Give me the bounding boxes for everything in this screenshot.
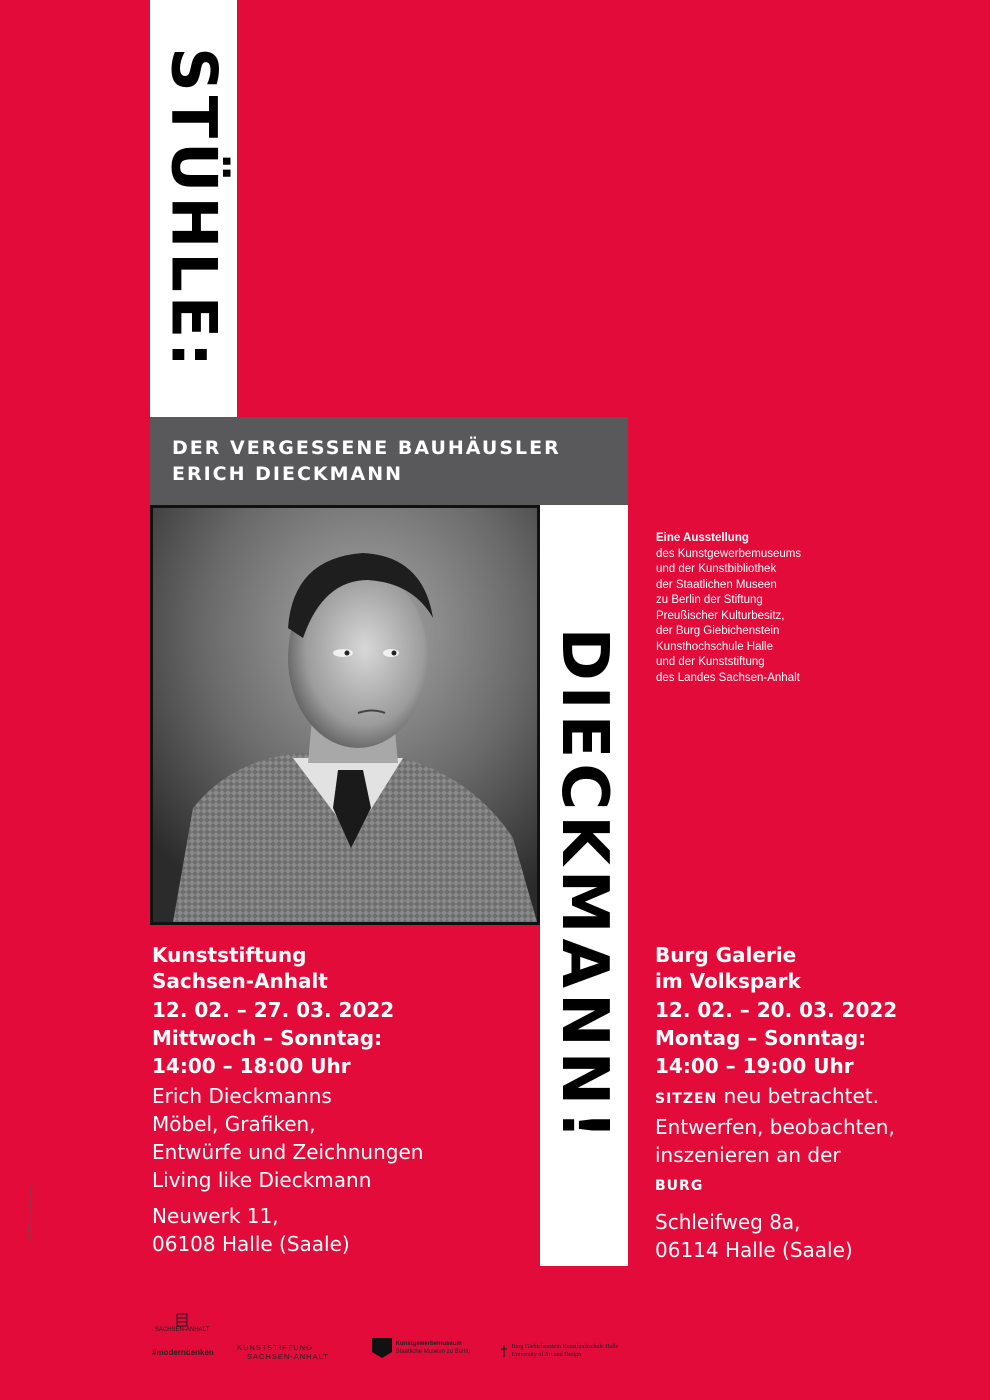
venue-right-title-1: Burg Galerie — [655, 943, 797, 967]
venue-right-desc-3: inszenieren an der — [655, 1143, 841, 1167]
sitzen-caps: SITZEN — [655, 1091, 718, 1107]
logo-burg-giebichenstein — [500, 1343, 618, 1359]
logo-kunststiftung-line-2: SACHSEN-ANHALT — [247, 1352, 329, 1361]
credits-line: Kunsthochschule Halle — [656, 640, 773, 653]
venue-right-days: Montag – Sonntag: — [655, 1026, 867, 1050]
venue-right-desc-2: Entwerfen, beobachten, — [655, 1115, 895, 1139]
subtitle-line-2: ERICH DIECKMANN — [172, 463, 404, 485]
title-dieckmann: DIECKMANN! — [547, 627, 621, 1144]
credits-line: Preußischer Kulturbesitz, — [656, 609, 785, 622]
logo-kunststiftung-line-1: KUNSTSTIFTUNG — [237, 1343, 313, 1352]
venue-left-address-2: 06108 Halle (Saale) — [152, 1232, 350, 1256]
credits-line: des Landes Sachsen-Anhalt — [656, 671, 800, 684]
credits-line: und der Kunstbibliothek — [656, 563, 777, 575]
logo-kunstgewerbemuseum — [372, 1338, 470, 1358]
venue-left-address-1: Neuwerk 11, — [152, 1204, 279, 1228]
logo-burg-line-1: Burg Giebichenstein Kunsthochschule Halle — [511, 1344, 619, 1350]
credits-line: des Kunstgewerbemuseums — [656, 547, 802, 560]
logo-burg-line-2: University of Art and Design — [511, 1352, 582, 1358]
venue-left — [152, 942, 532, 1258]
credits-line: der Staatlichen Museen — [656, 578, 777, 591]
side-credit: © 2022 erich dieckmann — [28, 1186, 34, 1240]
title-strip-left — [150, 0, 237, 417]
coat-of-arms-icon — [175, 1313, 189, 1327]
venue-right-desc-1 — [655, 1082, 985, 1113]
venue-left-hours: 14:00 – 18:00 Uhr — [152, 1054, 351, 1078]
venue-right-dates: 12. 02. – 20. 03. 2022 — [655, 998, 898, 1022]
title-stuehle: STÜHLE: — [157, 46, 230, 371]
venue-left-title-2: Sachsen-Anhalt — [152, 969, 328, 993]
credits-intro: Eine Ausstellung — [656, 532, 749, 544]
venue-right-address-2: 06114 Halle (Saale) — [655, 1238, 853, 1262]
burg-caps: BURG — [655, 1178, 704, 1194]
logo-hashtag: #moderndenken — [152, 1348, 214, 1357]
portrait-photo — [150, 505, 540, 925]
burg-logo-icon — [500, 1345, 508, 1357]
portrait-illustration — [153, 508, 537, 922]
venue-right-hours: 14:00 – 19:00 Uhr — [655, 1054, 854, 1078]
venue-left-desc-2: Möbel, Grafiken, — [152, 1112, 316, 1136]
credits-line: und der Kunststiftung — [656, 656, 765, 668]
subtitle-band — [150, 417, 628, 505]
title-strip-right — [540, 505, 628, 1266]
logo-sachsen-anhalt-text: SACHSEN-ANHALT — [154, 1327, 210, 1333]
venue-left-dates: 12. 02. – 27. 03. 2022 — [152, 998, 395, 1022]
logo-sachsen-anhalt — [152, 1313, 212, 1333]
logo-kgm-line-2: Staatliche Museen zu Berlin — [395, 1349, 471, 1355]
credits-line: der Burg Giebichenstein — [656, 625, 780, 637]
credits-line: zu Berlin der Stiftung — [656, 594, 763, 606]
venue-right — [655, 942, 985, 1264]
venue-left-days: Mittwoch – Sonntag: — [152, 1026, 383, 1050]
venue-left-desc-3: Entwürfe und Zeichnungen — [152, 1140, 424, 1164]
venue-right-title-2: im Volkspark — [655, 969, 801, 993]
logo-kunststiftung — [237, 1343, 329, 1361]
exhibition-credits — [656, 531, 956, 686]
venue-right-desc-4 — [655, 1169, 985, 1200]
venue-right-address-1: Schleifweg 8a, — [655, 1210, 801, 1234]
venue-left-desc-4: Living like Dieckmann — [152, 1168, 372, 1192]
subtitle-line-1: DER VERGESSENE BAUHÄUSLER — [172, 437, 561, 459]
museum-logo-icon — [372, 1338, 392, 1358]
logo-kgm-line-1: Kunstgewerbemuseum — [395, 1341, 462, 1347]
venue-right-desc-1-rest: neu betrachtet. — [717, 1084, 879, 1108]
venue-left-title-1: Kunststiftung — [152, 943, 307, 967]
venue-left-desc-1: Erich Dieckmanns — [152, 1084, 332, 1108]
